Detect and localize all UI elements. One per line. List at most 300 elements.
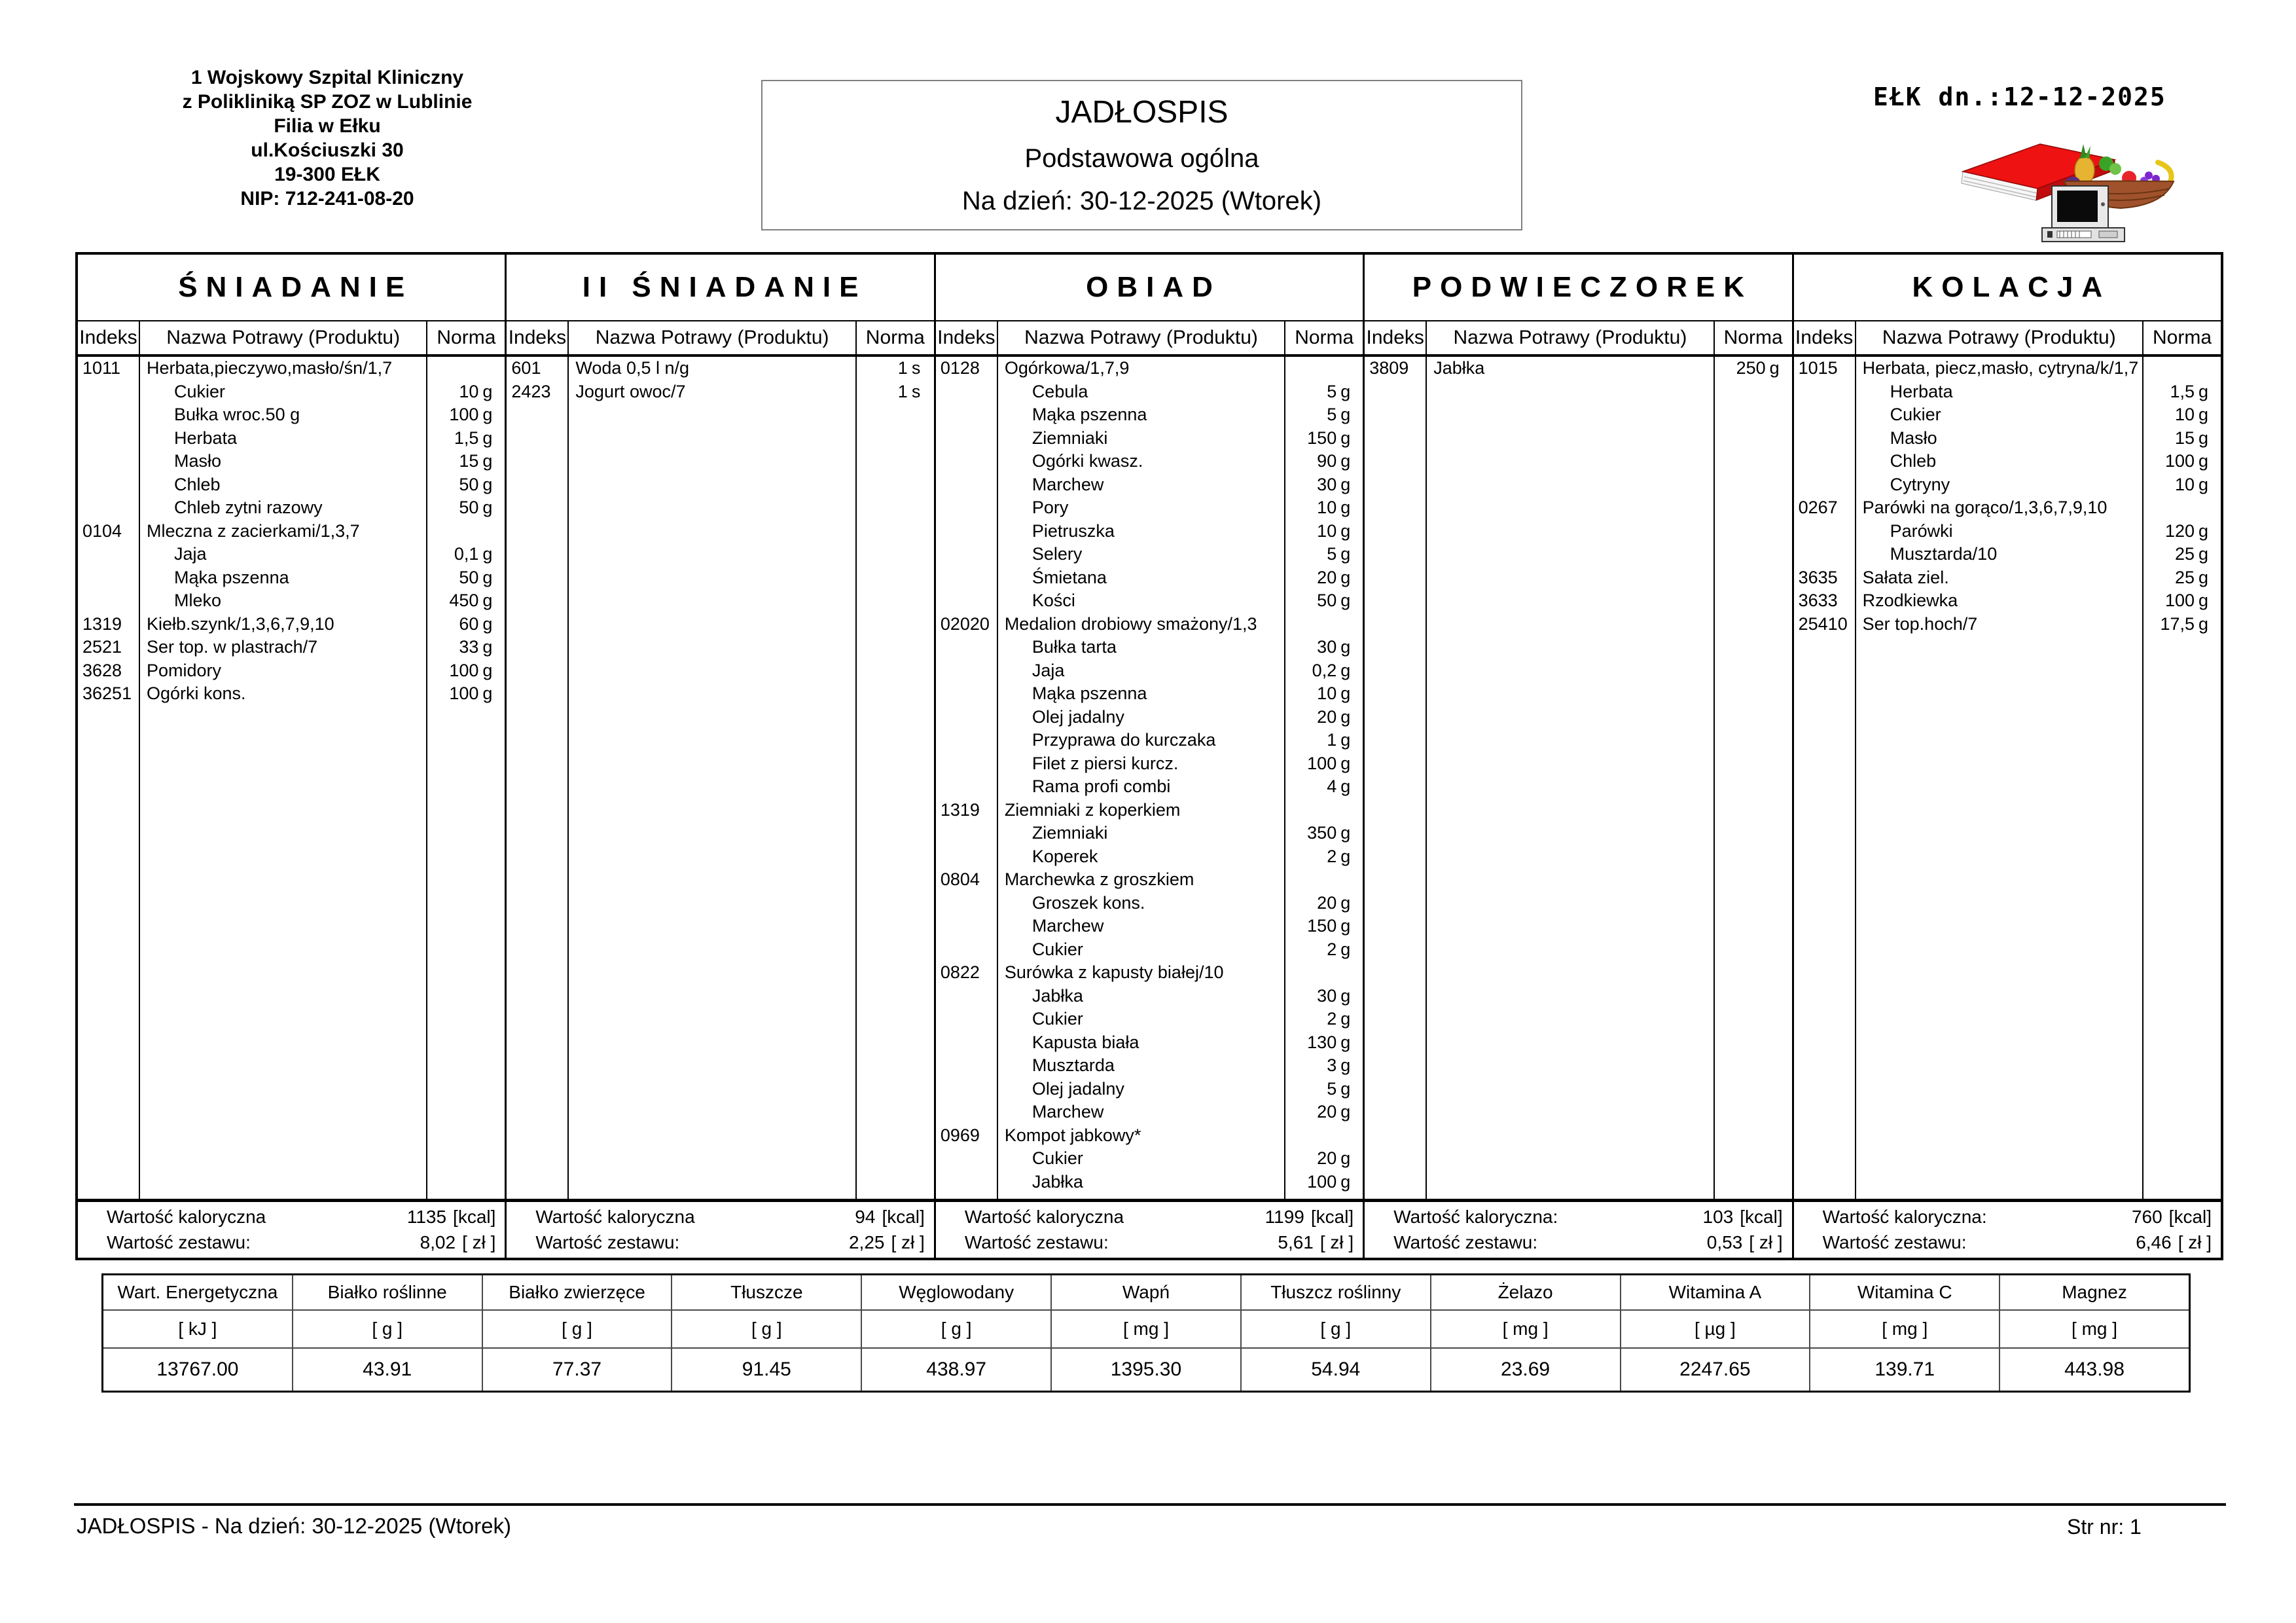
row-index: 0969 xyxy=(940,1125,980,1145)
nutrition-value: 77.37 xyxy=(552,1359,602,1380)
norm-unit: g xyxy=(1340,706,1351,727)
nutrition-value: 443.98 xyxy=(2064,1359,2125,1380)
norm-unit: g xyxy=(2198,474,2209,494)
norm-unit: g xyxy=(2198,520,2209,541)
summary-cost-unit: [ zł ] xyxy=(1749,1232,1783,1252)
ingredient-name: Koperek xyxy=(1031,846,1098,866)
footer-menu-title: JADŁOSPIS - Na dzień: 30-12-2025 (Wtorek) xyxy=(77,1514,511,1538)
menu-for-day: Na dzień: 30-12-2025 (Wtorek) xyxy=(961,186,1322,215)
row-norm xyxy=(427,589,505,613)
nutrition-unit: [ g ] xyxy=(483,1311,672,1349)
norm-value: 17,5 xyxy=(2160,613,2195,634)
norm-value: 5 xyxy=(1327,405,1337,424)
summary-kcal-number: 1199 xyxy=(1265,1207,1304,1227)
ingredient-name: Olej jadalny xyxy=(1031,1078,1124,1099)
norm-unit: g xyxy=(1340,405,1351,424)
row-index: 3628 xyxy=(82,660,122,680)
row-norm xyxy=(427,636,505,659)
summary-cost-value xyxy=(1707,1232,1783,1253)
col-header-norma: Norma xyxy=(865,327,925,348)
norm-unit: g xyxy=(1340,892,1351,913)
row-norm xyxy=(1285,706,1363,729)
ingredient-name: Ziemniaki xyxy=(1031,823,1108,843)
book-fruit-basket-computer-illustration xyxy=(1954,126,2189,244)
col-header-indeks: Indeks xyxy=(1794,321,1856,354)
row-norm xyxy=(1285,380,1363,404)
row-index xyxy=(78,403,139,427)
nutrition-unit: [ g ] xyxy=(1242,1311,1430,1349)
nutrition-label: Żelazo xyxy=(1431,1275,1620,1311)
row-norm xyxy=(1285,427,1363,450)
meal-column-headers xyxy=(1794,321,2221,357)
ingredient-name: Chleb xyxy=(174,474,221,494)
summary-kcal-unit: [kcal] xyxy=(453,1207,496,1227)
summary-cost-value xyxy=(2136,1232,2212,1253)
norm-value: 120 xyxy=(2164,520,2195,541)
row-index xyxy=(936,845,997,869)
norm-value: 10 xyxy=(2174,405,2195,424)
norm-unit: g xyxy=(1340,544,1351,564)
summary-cost-number: 8,02 xyxy=(420,1232,456,1252)
ingredient-name: Masło xyxy=(1890,428,1937,448)
menu-type-subtitle: Podstawowa ogólna xyxy=(1024,143,1259,173)
norm-unit: g xyxy=(482,684,493,703)
row-index xyxy=(936,659,997,683)
norm-value: 33 xyxy=(459,637,479,657)
norm-unit: g xyxy=(2198,544,2209,564)
row-norm xyxy=(1285,450,1363,473)
dish-name: Ser top.hoch/7 xyxy=(1862,613,1978,634)
row-index xyxy=(936,1008,997,1031)
ingredient-name: Cukier xyxy=(1031,939,1083,959)
row-norm xyxy=(427,543,505,566)
name-column xyxy=(569,357,856,1199)
norm-unit: g xyxy=(1340,1148,1351,1168)
dish-name: Rzodkiewka xyxy=(1862,591,1958,610)
norm-unit: g xyxy=(482,405,493,424)
summary-kcal-label: Wartość kaloryczna xyxy=(107,1207,266,1227)
row-norm xyxy=(1285,775,1363,799)
norm-unit: g xyxy=(1340,916,1351,936)
norm-value: 130 xyxy=(1307,1032,1337,1052)
row-index xyxy=(936,682,997,706)
dish-name: Marchewka z groszkiem xyxy=(1004,869,1194,889)
nutrition-col xyxy=(1620,1275,1810,1391)
norm-value: 15 xyxy=(459,451,479,471)
summary-cost-label: Wartość zestawu: xyxy=(964,1232,1109,1252)
summary-cost-value xyxy=(849,1232,925,1253)
dish-name: Ogórkowa/1,7,9 xyxy=(1004,358,1130,378)
norm-unit xyxy=(1340,357,1355,380)
summary-cost-value xyxy=(420,1232,496,1253)
norm-unit: g xyxy=(1340,1078,1351,1099)
row-norm xyxy=(2144,496,2221,520)
meal-column-headers xyxy=(936,321,1363,357)
hospital-address-line: NIP: 712-241-08-20 xyxy=(240,188,414,210)
norm-unit: g xyxy=(1340,776,1351,796)
meal-column-5 xyxy=(1792,255,2221,1258)
row-index xyxy=(936,1147,997,1171)
norm-value: 10 xyxy=(2174,474,2195,494)
norm-column xyxy=(1285,357,1363,1199)
row-index xyxy=(936,403,997,427)
summary-kcal-number: 103 xyxy=(1702,1207,1734,1227)
ingredient-name: Masło xyxy=(174,451,222,471)
nutrition-unit: [ g ] xyxy=(293,1311,482,1349)
norm-unit: g xyxy=(1769,358,1780,378)
summary-kcal-line xyxy=(107,1207,495,1228)
dish-name: Herbata, piecz,masło, cytryna/k/1,7 xyxy=(1862,358,2139,378)
meal-column-headers xyxy=(507,321,933,357)
norm-value: 50 xyxy=(459,498,479,517)
meal-summary xyxy=(1794,1199,2221,1258)
row-index xyxy=(936,636,997,659)
row-norm xyxy=(1285,613,1363,636)
dish-name: Kompot jabkowy* xyxy=(1004,1125,1141,1145)
norm-value: 1 xyxy=(1327,730,1337,750)
col-header-norma: Norma xyxy=(437,327,496,348)
row-index xyxy=(936,1171,997,1194)
row-index: 36251 xyxy=(82,684,132,703)
norm-unit: g xyxy=(1340,591,1351,610)
col-header-nazwa: Nazwa Potrawy (Produktu) xyxy=(140,321,427,354)
summary-cost-number: 5,61 xyxy=(1278,1232,1314,1252)
dish-name: Kiełb.szynk/1,3,6,7,9,10 xyxy=(147,613,334,634)
row-index xyxy=(936,938,997,962)
row-norm xyxy=(427,566,505,590)
norm-unit: g xyxy=(2198,381,2209,401)
summary-cost-unit: [ zł ] xyxy=(2178,1232,2212,1252)
index-column xyxy=(1365,357,1427,1199)
row-index: 0267 xyxy=(1798,498,1838,517)
norm-value: 1,5 xyxy=(2170,381,2195,401)
meal-rows xyxy=(936,357,1363,1199)
norm-column xyxy=(427,357,505,1199)
ingredient-name: Cytryny xyxy=(1890,474,1950,494)
row-index: 25410 xyxy=(1798,613,1848,634)
row-norm xyxy=(1285,729,1363,752)
norm-unit: g xyxy=(1340,730,1351,750)
row-norm xyxy=(1285,1078,1363,1101)
norm-unit: g xyxy=(1340,660,1351,680)
ingredient-name: Cukier xyxy=(1031,1009,1083,1029)
col-header-nazwa: Nazwa Potrawy (Produktu) xyxy=(1427,321,1714,354)
norm-value: 20 xyxy=(1317,892,1337,913)
meal-rows xyxy=(78,357,505,1199)
norm-value: 1,5 xyxy=(454,428,479,448)
norm-value: 2 xyxy=(1327,846,1337,866)
nutrition-unit: [ g ] xyxy=(862,1311,1050,1349)
norm-unit: g xyxy=(482,451,493,471)
summary-kcal-unit: [kcal] xyxy=(2168,1207,2212,1227)
row-norm xyxy=(1285,496,1363,520)
row-norm xyxy=(1285,1101,1363,1124)
nutrition-col xyxy=(103,1275,292,1391)
norm-unit xyxy=(482,520,497,543)
dish-name: Medalion drobiowy smażony/1,3 xyxy=(1004,613,1257,634)
row-norm xyxy=(1285,589,1363,613)
norm-value: 30 xyxy=(1317,637,1337,657)
row-norm xyxy=(1285,1054,1363,1078)
row-norm xyxy=(1285,1124,1363,1148)
norm-unit: s xyxy=(911,358,921,378)
row-norm xyxy=(1285,682,1363,706)
ingredient-name: Musztarda xyxy=(1031,1055,1115,1075)
norm-value: 1 xyxy=(897,358,908,378)
dish-name: Ser top. w plastrach/7 xyxy=(147,637,318,657)
ingredient-name: Jabłka xyxy=(1031,985,1083,1006)
norm-value: 10 xyxy=(1317,684,1337,703)
row-index xyxy=(936,892,997,915)
summary-kcal-value xyxy=(2132,1207,2212,1228)
row-norm xyxy=(1285,1147,1363,1171)
meal-column-headers xyxy=(78,321,505,357)
row-norm xyxy=(427,357,505,380)
row-index xyxy=(936,752,997,776)
hospital-address-line: 1 Wojskowy Szpital Kliniczny xyxy=(190,67,464,88)
summary-cost-line xyxy=(965,1232,1354,1253)
ingredient-name: Bułka wroc.50 g xyxy=(174,405,300,424)
norm-unit: g xyxy=(2198,405,2209,424)
norm-value: 100 xyxy=(1307,753,1337,773)
ingredient-name: Filet z piersi kurcz. xyxy=(1031,753,1179,773)
row-norm xyxy=(1285,520,1363,543)
row-index: 0104 xyxy=(82,520,122,541)
norm-value: 250 xyxy=(1736,358,1766,378)
row-index: 3635 xyxy=(1798,567,1838,587)
row-norm xyxy=(427,682,505,706)
dish-name: Ziemniaki z koperkiem xyxy=(1004,799,1181,820)
nutrition-col xyxy=(1430,1275,1620,1391)
row-norm xyxy=(1285,403,1363,427)
name-column xyxy=(1427,357,1714,1199)
summary-kcal-value xyxy=(855,1207,925,1228)
hospital-address-line: z Polikliniką SP ZOZ w Lublinie xyxy=(182,91,473,113)
row-index: 601 xyxy=(511,358,541,378)
summary-kcal-unit: [kcal] xyxy=(1740,1207,1783,1227)
row-norm xyxy=(1285,938,1363,962)
col-header-indeks: Indeks xyxy=(1365,321,1427,354)
row-index xyxy=(936,985,997,1008)
ingredient-name: Pietruszka xyxy=(1031,520,1115,541)
norm-column xyxy=(857,357,934,1199)
meal-rows xyxy=(1365,357,1791,1199)
ingredient-name: Pory xyxy=(1031,498,1069,517)
row-norm xyxy=(2144,566,2221,590)
ingredient-name: Groszek kons. xyxy=(1031,892,1145,913)
row-norm xyxy=(2144,380,2221,404)
hospital-address-block xyxy=(92,65,563,211)
row-norm xyxy=(427,659,505,683)
name-column xyxy=(998,357,1285,1199)
norm-value: 0,1 xyxy=(454,544,479,564)
row-norm xyxy=(1285,845,1363,869)
nutrition-unit: [ mg ] xyxy=(2000,1311,2189,1349)
row-index: 1015 xyxy=(1798,358,1838,378)
norm-unit: g xyxy=(2198,428,2209,448)
norm-unit: g xyxy=(1340,1055,1351,1075)
col-header-indeks: Indeks xyxy=(507,321,569,354)
row-norm xyxy=(2144,450,2221,473)
norm-unit: g xyxy=(2198,613,2209,634)
nutrition-value: 13767.00 xyxy=(156,1359,239,1380)
ingredient-name: Bułka tarta xyxy=(1031,637,1117,657)
row-index xyxy=(936,915,997,938)
norm-value: 350 xyxy=(1307,823,1337,843)
ingredient-name: Ogórki kwasz. xyxy=(1031,451,1143,471)
row-norm xyxy=(1285,985,1363,1008)
row-norm xyxy=(857,357,934,380)
ingredient-name: Kapusta biała xyxy=(1031,1032,1139,1052)
row-norm xyxy=(2144,427,2221,450)
footer-divider xyxy=(74,1503,2226,1506)
summary-kcal-line xyxy=(1393,1207,1782,1228)
nutrition-value: 438.97 xyxy=(926,1359,987,1380)
norm-value: 20 xyxy=(1317,1148,1337,1168)
name-column xyxy=(140,357,427,1199)
row-norm xyxy=(1285,961,1363,985)
norm-value: 100 xyxy=(449,405,479,424)
row-index: 1319 xyxy=(82,613,122,634)
norm-unit xyxy=(1340,613,1355,636)
ingredient-name: Cebula xyxy=(1031,381,1088,401)
ingredient-name: Chleb zytni razowy xyxy=(174,498,323,517)
index-column xyxy=(1794,357,1856,1199)
row-index xyxy=(78,566,139,590)
row-norm xyxy=(1285,799,1363,822)
col-header-norma: Norma xyxy=(1295,327,1354,348)
norm-unit: s xyxy=(911,381,921,401)
norm-unit xyxy=(1340,1124,1355,1148)
meal-rows xyxy=(507,357,933,1199)
ingredient-name: Jaja xyxy=(174,544,207,564)
norm-value: 20 xyxy=(1317,567,1337,587)
norm-unit: g xyxy=(1340,1009,1351,1029)
norm-value: 30 xyxy=(1317,985,1337,1006)
norm-unit: g xyxy=(1340,823,1351,843)
col-header-indeks: Indeks xyxy=(78,321,140,354)
summary-kcal-value xyxy=(1265,1207,1354,1228)
nutrition-value: 139.71 xyxy=(1874,1359,1935,1380)
summary-kcal-label: Wartość kaloryczna: xyxy=(1822,1207,1987,1227)
row-index xyxy=(936,473,997,497)
nutrition-label: Białko roślinne xyxy=(293,1275,482,1311)
hospital-address-line: 19-300 EŁK xyxy=(274,164,380,185)
row-norm xyxy=(2144,357,2221,380)
row-index xyxy=(1794,520,1855,543)
nutrition-unit: [ µg ] xyxy=(1621,1311,1810,1349)
norm-unit: g xyxy=(482,567,493,587)
ingredient-name: Ziemniaki xyxy=(1031,428,1108,448)
row-index: 3633 xyxy=(1798,591,1838,610)
row-norm xyxy=(2144,589,2221,613)
norm-unit: g xyxy=(1340,520,1351,541)
norm-unit xyxy=(1340,961,1355,985)
ingredient-name: Cukier xyxy=(174,381,226,401)
nutrition-label: Wapń xyxy=(1052,1275,1240,1311)
norm-unit: g xyxy=(482,637,493,657)
dish-name: Pomidory xyxy=(147,660,222,680)
row-norm xyxy=(427,496,505,520)
meal-title: PODWIECZOREK xyxy=(1365,255,1791,321)
meal-summary xyxy=(78,1199,505,1258)
summary-cost-label: Wartość zestawu: xyxy=(535,1232,680,1252)
norm-unit: g xyxy=(1340,498,1351,517)
row-index xyxy=(936,775,997,799)
ingredient-name: Mąka pszenna xyxy=(1031,405,1147,424)
norm-unit: g xyxy=(1340,985,1351,1006)
nutrition-col xyxy=(1809,1275,1999,1391)
summary-cost-label: Wartość zestawu: xyxy=(107,1232,251,1252)
nutrition-value: 43.91 xyxy=(363,1359,412,1380)
summary-cost-unit: [ zł ] xyxy=(1319,1232,1354,1252)
norm-value: 5 xyxy=(1327,1078,1337,1099)
row-index xyxy=(1794,450,1855,473)
norm-unit: g xyxy=(1340,1102,1351,1122)
row-norm xyxy=(1285,543,1363,566)
norm-unit: g xyxy=(482,498,493,517)
meal-column-1 xyxy=(78,255,505,1258)
ingredient-name: Jaja xyxy=(1031,660,1065,680)
row-index: 0128 xyxy=(940,358,980,378)
row-index xyxy=(936,427,997,450)
summary-kcal-value xyxy=(407,1207,496,1228)
row-norm xyxy=(1285,636,1363,659)
ingredient-name: Chleb xyxy=(1890,451,1937,471)
norm-value: 10 xyxy=(459,381,479,401)
summary-kcal-label: Wartość kaloryczna xyxy=(535,1207,695,1227)
row-index xyxy=(78,427,139,450)
nutrition-label: Tłuszcze xyxy=(672,1275,861,1311)
nutrition-label: Witamina A xyxy=(1621,1275,1810,1311)
dish-name: Jogurt owoc/7 xyxy=(575,381,686,401)
ingredient-name: Mąka pszenna xyxy=(1031,684,1147,703)
ingredient-name: Śmietana xyxy=(1031,567,1107,587)
row-index: 3809 xyxy=(1369,358,1409,378)
index-column xyxy=(936,357,998,1199)
index-column xyxy=(507,357,569,1199)
row-index xyxy=(936,822,997,845)
row-index xyxy=(936,1101,997,1124)
row-norm xyxy=(1285,915,1363,938)
row-index xyxy=(78,380,139,404)
nutrition-col xyxy=(1240,1275,1430,1391)
summary-kcal-value xyxy=(1703,1207,1783,1228)
ingredient-name: Selery xyxy=(1031,544,1083,564)
ingredient-name: Jabłka xyxy=(1031,1171,1083,1192)
ingredient-name: Cukier xyxy=(1890,405,1941,424)
norm-column xyxy=(2144,357,2221,1199)
nutrition-label: Witamina C xyxy=(1810,1275,1999,1311)
summary-kcal-label: Wartość kaloryczna xyxy=(964,1207,1124,1227)
norm-value: 2 xyxy=(1327,1009,1337,1029)
summary-kcal-unit: [kcal] xyxy=(1310,1207,1354,1227)
dish-name: Herbata,pieczywo,masło/śn/1,7 xyxy=(147,358,393,378)
norm-value: 30 xyxy=(1317,474,1337,494)
norm-unit: g xyxy=(2198,451,2209,471)
row-norm xyxy=(427,520,505,543)
nutrition-value: 2247.65 xyxy=(1679,1359,1751,1380)
norm-value: 60 xyxy=(459,613,479,634)
nutrition-unit: [ mg ] xyxy=(1810,1311,1999,1349)
nutrition-unit: [ mg ] xyxy=(1052,1311,1240,1349)
row-norm xyxy=(1285,1171,1363,1194)
nutrition-label: Magnez xyxy=(2000,1275,2189,1311)
row-norm xyxy=(1285,892,1363,915)
row-index: 02020 xyxy=(940,613,990,634)
row-norm xyxy=(2144,473,2221,497)
row-index xyxy=(78,589,139,613)
